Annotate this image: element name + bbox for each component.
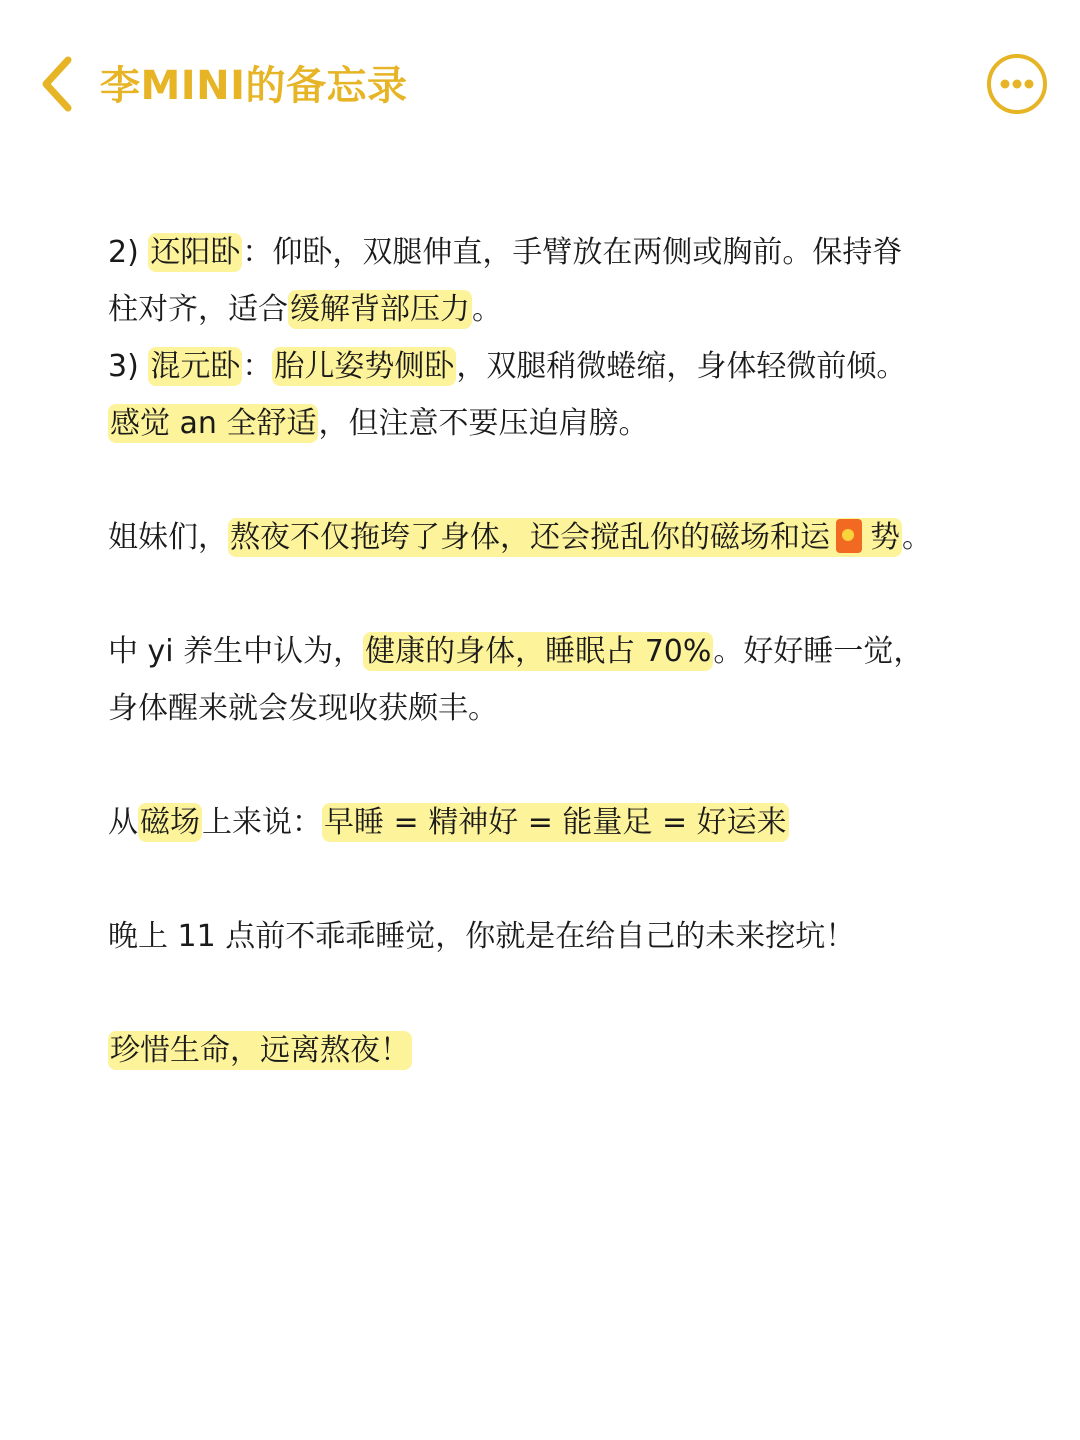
more-horizontal-circle-icon (985, 52, 1049, 116)
highlight-text-part: 势 (870, 520, 900, 555)
body-text: 从 (108, 805, 138, 840)
body-text: 身体醒来就会发现收获颇丰。 (108, 691, 498, 726)
note-paragraph-closing (108, 1022, 988, 1079)
highlight-text (228, 518, 902, 557)
back-button[interactable] (30, 52, 82, 116)
list-number: 3) (108, 349, 149, 384)
note-paragraph-sisters (108, 509, 988, 566)
note-title: 李MINI的备忘录 (100, 63, 408, 109)
highlight-text: 健康的身体，睡眠占 70% (365, 634, 712, 669)
body-text: 姐妹们， (108, 520, 228, 555)
note-paragraph-magnetic (108, 794, 988, 851)
body-text: ：仰卧，双腿伸直，手臂放在两侧或胸前。保持脊 (242, 235, 903, 270)
blank-line (108, 851, 988, 908)
blank-line (108, 965, 988, 1022)
highlight-text: 缓解背部压力 (290, 292, 470, 327)
note-paragraph-3-line-1 (108, 338, 988, 395)
highlight-text: 胎儿姿势侧卧 (274, 349, 455, 384)
blank-line (108, 566, 988, 623)
more-button[interactable] (985, 52, 1049, 116)
highlight-text: 珍惜生命，远离熬夜！ (110, 1033, 410, 1068)
body-text: 柱对齐，适合 (108, 292, 288, 327)
highlight-text-part: 熬夜不仅拖垮了身体，还会搅乱你的磁场和运 (230, 520, 830, 555)
body-text: 晚上 11 点前不乖乖睡觉，你就是在给自己的未来挖坑！ (108, 919, 856, 954)
highlight-text: 混元卧 (150, 349, 241, 384)
body-text: 上来说： (202, 805, 322, 840)
body-text: ： (242, 349, 273, 384)
chevron-left-icon (36, 54, 76, 114)
note-paragraph-2-line-2 (108, 281, 988, 338)
body-text: 。好好睡一觉， (713, 634, 924, 669)
fortune-red-packet-icon (836, 519, 862, 553)
highlight-text: 磁场 (140, 805, 200, 840)
note-paragraph-3-line-2 (108, 395, 988, 452)
highlight-text: 感觉 an 全舒适 (110, 406, 317, 441)
note-paragraph-health-line-2 (108, 680, 988, 737)
body-text: 。 (902, 520, 932, 555)
highlight-text: 还阳卧 (150, 235, 241, 270)
list-number: 2) (108, 235, 149, 270)
note-body[interactable] (108, 224, 988, 1079)
body-text: ，双腿稍微蜷缩，身体轻微前倾。 (456, 349, 907, 384)
body-text: 中 yi 养生中认为， (108, 634, 364, 669)
navigation-bar (0, 0, 1080, 170)
blank-line (108, 452, 988, 509)
body-text: ，但注意不要压迫肩膀。 (318, 406, 649, 441)
note-paragraph-2-line-1 (108, 224, 988, 281)
body-text: 。 (472, 292, 502, 327)
note-paragraph-11pm (108, 908, 988, 965)
note-paragraph-health-line-1 (108, 623, 988, 680)
blank-line (108, 737, 988, 794)
highlight-text: 早睡 = 精神好 = 能量足 = 好运来 (324, 805, 787, 840)
